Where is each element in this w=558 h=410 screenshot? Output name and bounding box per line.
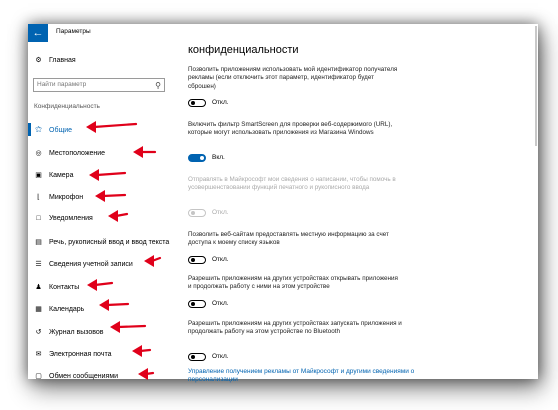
window-title: Параметры <box>56 28 91 35</box>
email-icon: ✉ <box>35 351 42 358</box>
calendar-icon: ▦ <box>35 306 42 313</box>
setting-description: Позволить веб-сайтам предоставлять местную информацию за счет доступа к моему списку языков <box>188 231 389 247</box>
location-icon: ◎ <box>35 150 42 157</box>
contacts-icon: ♟ <box>35 284 42 291</box>
arrow-icon <box>87 279 112 291</box>
personalization-link[interactable]: Управление получением рекламы от Майкрософт и другими сведениями о персонализации <box>188 368 415 384</box>
sidebar-item-label: Местоположение <box>49 149 106 157</box>
arrow-icon <box>89 169 125 181</box>
search-placeholder: Найти параметр <box>37 81 87 88</box>
home-label: Главная <box>49 56 76 64</box>
sidebar-item-label: Электронная почта <box>49 350 112 358</box>
arrow-icon <box>138 368 153 380</box>
arrow-icon <box>86 121 136 133</box>
sidebar-item-label: Камера <box>49 171 74 179</box>
call-history-icon: ↺ <box>35 329 42 336</box>
back-arrow-icon: ← <box>32 27 44 39</box>
microphone-icon: ⌊ <box>37 194 40 201</box>
sidebar-item-label: Уведомления <box>49 215 93 222</box>
sidebar-item-label: Контакты <box>49 283 80 291</box>
toggle-state-label: Вкл. <box>212 154 225 161</box>
arrow-icon <box>95 190 125 202</box>
sidebar-section-label: Конфиденциальность <box>34 103 100 110</box>
notification-icon: □ <box>36 215 41 222</box>
arrow-icon <box>110 321 145 333</box>
toggle-state-label: Откл. <box>212 99 229 106</box>
arrow-icon <box>132 345 150 357</box>
sidebar-item-label: Календарь <box>49 305 85 313</box>
messaging-icon: ▢ <box>35 373 42 380</box>
setting-description: Разрешить приложениям на других устройствах открывать приложения и продолжать работу с ними на этом устройстве <box>188 275 398 291</box>
setting-description: Отправлять в Майкрософт мои сведения о написании, чтобы помочь в усовершенствовании функций печатного и рукописного ввода <box>188 176 396 192</box>
sidebar-item-label: Сведения учетной записи <box>49 260 133 268</box>
setting-description: Позволить приложениям использовать мой идентификатор получателя рекламы (если отключить этот параметр, идентификатор будет сброшен) <box>188 66 398 90</box>
sidebar-item-label: Речь, рукописный ввод и ввод текста <box>49 238 170 246</box>
camera-icon: ▣ <box>35 172 42 179</box>
arrow-icon <box>144 255 160 267</box>
toggle-state-label: Откл. <box>212 209 229 216</box>
arrow-icon <box>108 210 127 222</box>
sidebar-item-label: Микрофон <box>49 193 84 201</box>
arrow-icon <box>133 146 155 158</box>
sidebar-item-label: Журнал вызовов <box>49 328 104 336</box>
sidebar-item-label: Общие <box>49 126 73 134</box>
account-info-icon: ☰ <box>35 261 42 268</box>
toggle-state-label: Откл. <box>212 256 229 263</box>
toggle-state-label: Откл. <box>212 300 229 307</box>
speech-icon: ▤ <box>35 239 42 246</box>
setting-description: Включить фильтр SmartScreen для проверки веб-содержимого (URL), которые могут использовать приложения из Магазина Windows <box>188 121 393 137</box>
search-icon: ⚲ <box>155 81 161 90</box>
lock-icon: ⚝ <box>35 126 42 133</box>
page-heading: конфиденциальности <box>188 44 299 56</box>
arrow-icon <box>99 299 128 311</box>
gear-icon: ⚙ <box>35 57 42 64</box>
setting-description: Разрешить приложениям на других устройствах запускать приложения и продолжать работу на этом устройстве по Bluetooth <box>188 320 402 336</box>
toggle-state-label: Откл. <box>212 353 229 360</box>
sidebar-item-label: Обмен сообщениями <box>49 372 119 380</box>
